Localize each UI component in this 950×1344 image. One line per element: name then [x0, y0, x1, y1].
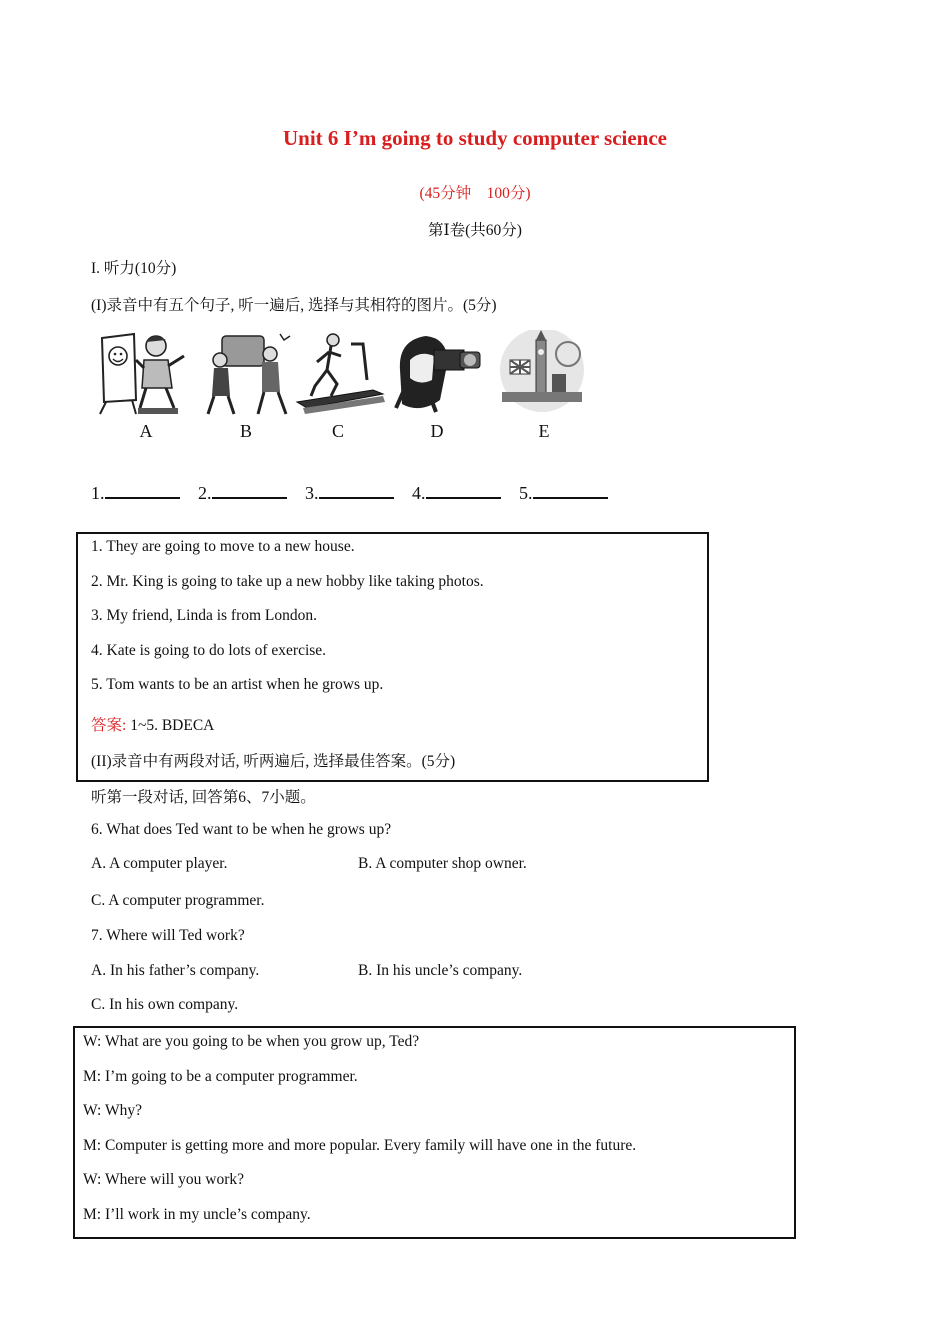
listening-script-box-1: [76, 532, 709, 782]
painter-icon: [96, 330, 191, 416]
picture-label-c: C: [331, 421, 344, 441]
blank-label-1: 1.: [91, 483, 105, 503]
answer-blank-4[interactable]: [426, 481, 501, 499]
dialogue-intro: 听第一段对话, 回答第6、7小题。: [91, 789, 316, 806]
dialogue-line: M: Computer is getting more and more popular. Every family will have one in the future.: [83, 1137, 637, 1154]
question-6: 6. What does Ted want to be when he grows up?: [91, 821, 392, 838]
answer-blank-2[interactable]: [212, 481, 287, 499]
blank-label-5: 5.: [519, 483, 533, 503]
dialogue-line: W: Where will you work?: [83, 1171, 244, 1188]
option-6b[interactable]: B. A computer shop owner.: [358, 855, 527, 872]
script-line: 1. They are going to move to a new house.: [91, 538, 355, 555]
script-line: 2. Mr. King is going to take up a new hobby like taking photos.: [91, 573, 484, 590]
picture-label-e: E: [538, 421, 550, 441]
dialogue-line: M: I’m going to be a computer programmer.: [83, 1068, 358, 1085]
section-heading-listening: I. 听力(10分): [91, 260, 177, 277]
option-6c[interactable]: C. A computer programmer.: [91, 892, 265, 909]
picture-label-d: D: [430, 421, 444, 441]
option-7b[interactable]: B. In his uncle’s company.: [358, 962, 523, 979]
script-line: 4. Kate is going to do lots of exercise.: [91, 642, 327, 659]
dialogue-line: M: I’ll work in my uncle’s company.: [83, 1206, 311, 1223]
picture-label-b: B: [239, 421, 252, 441]
dialogue-line: W: Why?: [83, 1102, 142, 1119]
photographer-icon: [390, 330, 485, 416]
option-7c[interactable]: C. In his own company.: [91, 996, 239, 1013]
page-title: Unit 6 I’m going to study computer science: [282, 126, 667, 150]
option-7a[interactable]: A. In his father’s company.: [91, 962, 260, 979]
script-line: 3. My friend, Linda is from London.: [91, 607, 318, 624]
time-score-info: (45分钟 100分): [419, 185, 531, 202]
answer-label: 答案:: [91, 717, 127, 734]
london-landmarks-icon: [496, 330, 591, 416]
blank-label-2: 2.: [198, 483, 212, 503]
treadmill-runner-icon: [293, 330, 388, 416]
answer-text: 1~5. BDECA: [126, 717, 215, 734]
script-line: 5. Tom wants to be an artist when he grows up.: [91, 676, 384, 693]
question-7: 7. Where will Ted work?: [91, 927, 245, 944]
answer-blank-1[interactable]: [105, 481, 180, 499]
part-heading: 第Ⅰ卷(共60分): [428, 222, 522, 239]
answer-line: [91, 713, 214, 735]
option-6a[interactable]: A. A computer player.: [91, 855, 228, 872]
picture-label-a: A: [139, 421, 153, 441]
blank-label-3: 3.: [305, 483, 319, 503]
listening-script-box-2: [73, 1026, 796, 1239]
instruction-part1: (I)录音中有五个句子, 听一遍后, 选择与其相符的图片。(5分): [91, 297, 497, 314]
answer-blank-5[interactable]: [533, 481, 608, 499]
instruction-part2: (II)录音中有两段对话, 听两遍后, 选择最佳答案。(5分): [91, 753, 456, 770]
movers-icon: [200, 330, 295, 416]
answer-blank-3[interactable]: [319, 481, 394, 499]
dialogue-line: W: What are you going to be when you grow up, Ted?: [83, 1033, 420, 1050]
answer-blanks: [91, 481, 622, 504]
blank-label-4: 4.: [412, 483, 426, 503]
